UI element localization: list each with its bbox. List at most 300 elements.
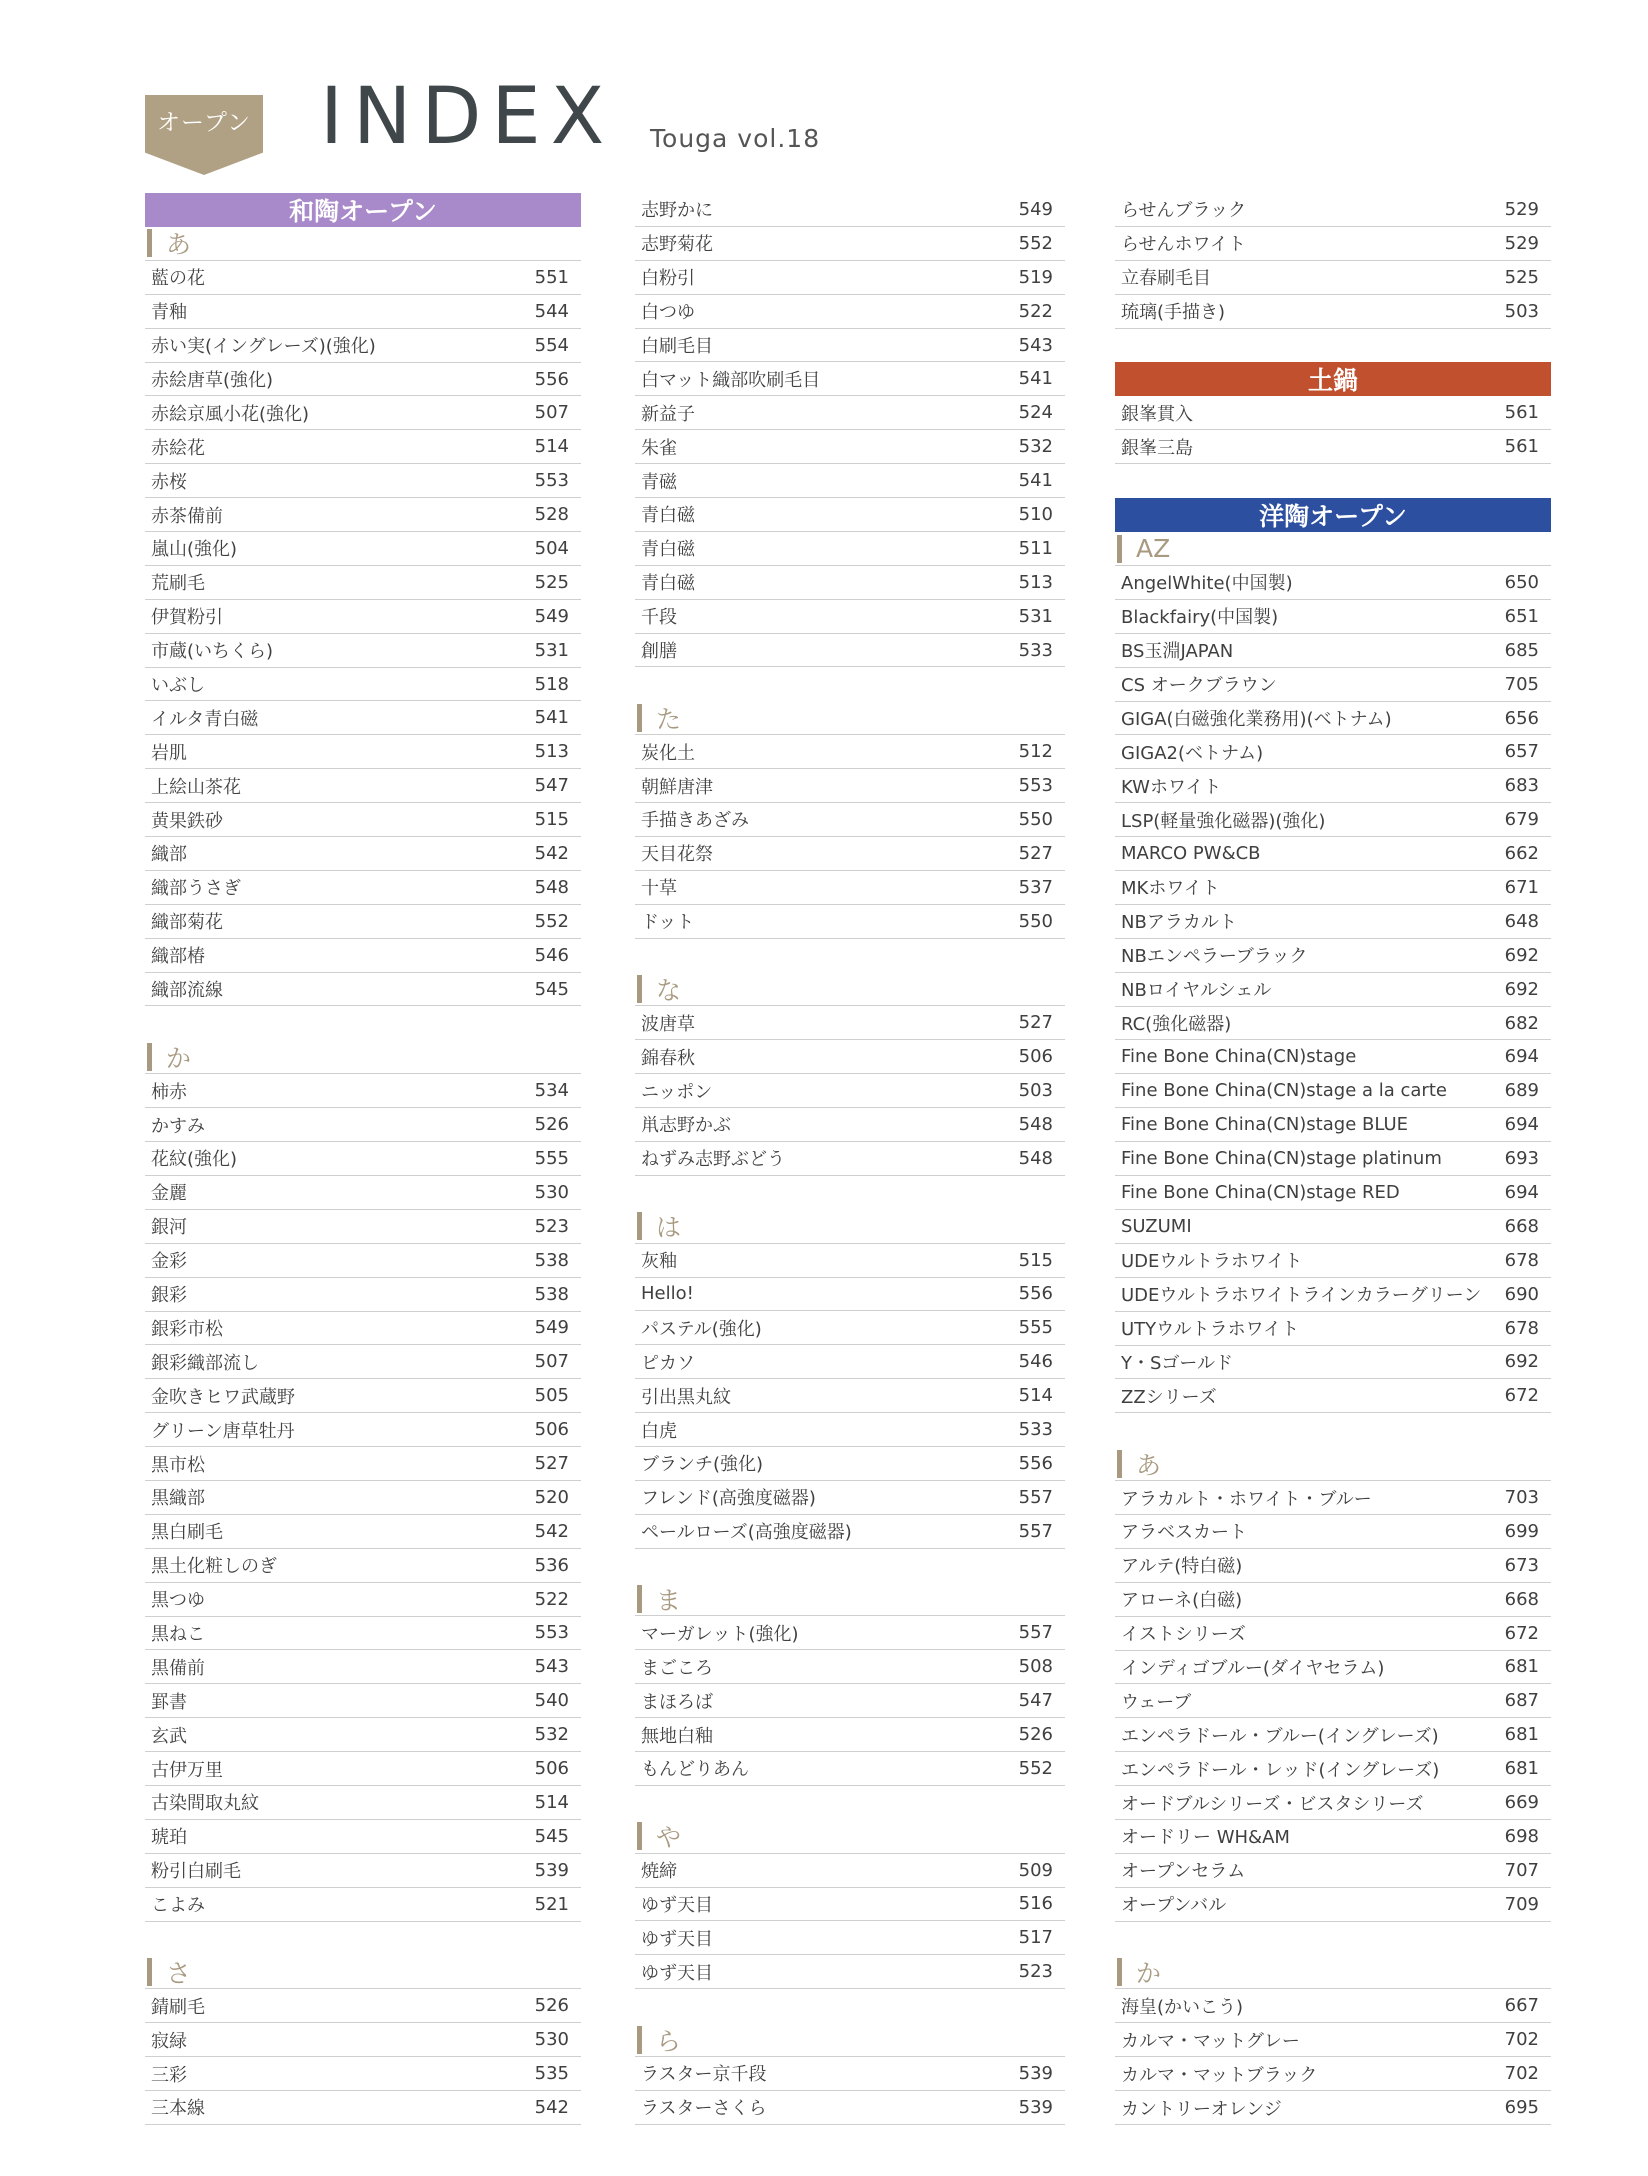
entry-name: オープンバル: [1121, 1895, 1227, 1917]
index-entry: [635, 1311, 1065, 1345]
entry-page: 514: [534, 1791, 569, 1813]
entry-name: 赤桜: [151, 471, 187, 493]
section-heading: [635, 1820, 1065, 1854]
index-entry: [1115, 566, 1551, 600]
entry-name: 織部菊花: [151, 912, 223, 934]
entry-name: GIGA(白磁強化業務用)(ベトナム): [1121, 709, 1392, 731]
entry-page: 536: [534, 1554, 569, 1576]
entry-page: 693: [1504, 1148, 1539, 1170]
section-marker: [1117, 1450, 1122, 1478]
index-entry: [145, 600, 581, 634]
entry-page: 513: [1018, 571, 1053, 593]
entry-page: 543: [1018, 334, 1053, 356]
index-entry: [145, 1684, 581, 1718]
entry-name: 引出黒丸紋: [641, 1386, 731, 1408]
entry-page: 557: [1018, 1486, 1053, 1508]
index-entry: [145, 1312, 581, 1346]
entry-page: 668: [1504, 1215, 1539, 1237]
section-heading: [145, 1040, 581, 1074]
entry-name: 粉引白刷毛: [151, 1861, 241, 1883]
entry-name: イストシリーズ: [1121, 1624, 1246, 1646]
entry-page: 702: [1504, 2029, 1539, 2051]
index-entry: [635, 1108, 1065, 1142]
entry-name: ゆず天目: [641, 1962, 713, 1984]
entry-page: 533: [1018, 639, 1053, 661]
entry-name: LSP(軽量強化磁器)(強化): [1121, 810, 1326, 832]
entry-page: 678: [1504, 1249, 1539, 1271]
entry-page: 705: [1504, 673, 1539, 695]
entry-page: 542: [534, 1520, 569, 1542]
entry-page: 553: [1018, 775, 1053, 797]
index-entry: [145, 1718, 581, 1752]
index-entry: [635, 1040, 1065, 1074]
entry-page: 522: [534, 1588, 569, 1610]
entry-name: ペールローズ(高強度磁器): [641, 1522, 852, 1544]
entry-page: 555: [1018, 1317, 1053, 1339]
entry-name: 志野菊花: [641, 234, 713, 256]
entry-page: 526: [1018, 1724, 1053, 1746]
index-entry: [635, 871, 1065, 905]
spacer: [635, 939, 1065, 973]
entry-page: 552: [534, 910, 569, 932]
entry-page: 503: [1018, 1080, 1053, 1102]
index-entry: [145, 1142, 581, 1176]
entry-page: 692: [1504, 1351, 1539, 1373]
index-entry: [635, 769, 1065, 803]
spacer: [1115, 1413, 1551, 1447]
entry-name: 銀河: [151, 1217, 187, 1239]
category-header: 洋陶オープン: [1115, 498, 1551, 532]
section-marker: [637, 704, 642, 732]
entry-name: 鼡志野かぶ: [641, 1115, 731, 1137]
entry-name: 荒刷毛: [151, 573, 205, 595]
entry-page: 672: [1504, 1622, 1539, 1644]
index-entry: [1115, 2023, 1551, 2057]
entry-page: 525: [1504, 266, 1539, 288]
entry-name: 白マット織部吹刷毛目: [641, 369, 821, 391]
entry-page: 535: [534, 2063, 569, 2085]
entry-page: 554: [534, 334, 569, 356]
entry-page: 561: [1504, 402, 1539, 424]
index-entry: [635, 1074, 1065, 1108]
index-entry: [145, 2091, 581, 2125]
entry-page: 671: [1504, 876, 1539, 898]
entry-page: 508: [1018, 1656, 1053, 1678]
index-entry: [145, 1210, 581, 1244]
entry-name: 錦春秋: [641, 1047, 695, 1069]
entry-name: UDEウルトラホワイトラインカラーグリーン: [1121, 1285, 1482, 1307]
entry-name: 焼締: [641, 1861, 677, 1883]
index-entry: [145, 1617, 581, 1651]
entry-name: 赤い実(イングレーズ)(強化): [151, 336, 376, 358]
entry-name: オープンセラム: [1121, 1861, 1246, 1883]
entry-page: 543: [534, 1656, 569, 1678]
index-entry: [635, 329, 1065, 363]
entry-name: 岩肌: [151, 742, 187, 764]
entry-name: 赤絵唐草(強化): [151, 370, 274, 391]
entry-page: 541: [534, 707, 569, 729]
entry-name: 玄武: [151, 1725, 187, 1747]
section-heading: [1115, 1956, 1551, 1990]
index-entry: [635, 1379, 1065, 1413]
index-entry: [1115, 1142, 1551, 1176]
entry-page: 507: [534, 1351, 569, 1373]
index-entry: [1115, 430, 1551, 464]
entry-page: 556: [1018, 1452, 1053, 1474]
entry-page: 672: [1504, 1385, 1539, 1407]
entry-name: AngelWhite(中国製): [1121, 573, 1293, 595]
entry-name: 花紋(強化): [151, 1149, 238, 1171]
entry-name: 創膳: [641, 641, 677, 663]
entry-name: 新益子: [641, 403, 695, 425]
index-entry: [1115, 1820, 1551, 1854]
entry-name: 黒ねこ: [151, 1623, 205, 1645]
index-column-1: [145, 193, 581, 2125]
entry-name: ニッポン: [641, 1081, 713, 1103]
entry-page: 695: [1504, 2097, 1539, 2119]
entry-page: 668: [1504, 1588, 1539, 1610]
entry-page: 515: [534, 809, 569, 831]
section-heading: [635, 972, 1065, 1006]
entry-name: Fine Bone China(CN)stage a la carte: [1121, 1080, 1447, 1102]
entry-page: 709: [1504, 1893, 1539, 1915]
index-entry: [145, 1447, 581, 1481]
index-entry: [145, 1820, 581, 1854]
entry-page: 681: [1504, 1724, 1539, 1746]
entry-name: 手描きあざみ: [641, 810, 749, 832]
category-header: 土鍋: [1115, 362, 1551, 396]
index-entry: [635, 634, 1065, 668]
spacer: [635, 1549, 1065, 1583]
entry-page: 546: [534, 944, 569, 966]
section-marker: [147, 1958, 152, 1986]
index-entry: [145, 1549, 581, 1583]
entry-page: 694: [1504, 1114, 1539, 1136]
spacer: [635, 1176, 1065, 1210]
index-entry: [145, 1752, 581, 1786]
index-entry: [635, 1447, 1065, 1481]
index-entry: [635, 498, 1065, 532]
index-entry: [145, 1278, 581, 1312]
index-entry: [635, 2057, 1065, 2091]
index-entry: [635, 1515, 1065, 1549]
entry-page: 529: [1504, 232, 1539, 254]
entry-page: 549: [534, 605, 569, 627]
entry-page: 538: [534, 1283, 569, 1305]
entry-name: 織部椿: [151, 946, 205, 968]
index-entry: [1115, 1481, 1551, 1515]
entry-name: ブランチ(強化): [641, 1454, 764, 1476]
index-entry: [635, 600, 1065, 634]
entry-page: 545: [534, 1825, 569, 1847]
entry-page: 532: [1018, 436, 1053, 458]
section-heading: [145, 227, 581, 261]
entry-name: 三彩: [151, 2064, 187, 2086]
entry-name: Fine Bone China(CN)stage platinum: [1121, 1148, 1442, 1170]
entry-page: 548: [534, 876, 569, 898]
entry-name: 金麗: [151, 1183, 187, 1205]
index-entry: [1115, 1040, 1551, 1074]
entry-page: 553: [534, 1622, 569, 1644]
section-heading: [635, 1583, 1065, 1617]
entry-name: 白粉引: [641, 268, 695, 290]
entry-name: 黒白刷毛: [151, 1522, 223, 1544]
entry-page: 679: [1504, 809, 1539, 831]
entry-name: 上絵山茶花: [151, 776, 241, 798]
entry-name: UDEウルトラホワイト: [1121, 1251, 1303, 1273]
entry-page: 526: [534, 1995, 569, 2017]
entry-name: 寂緑: [151, 2030, 187, 2052]
entry-page: 541: [1018, 470, 1053, 492]
index-entry: [1115, 871, 1551, 905]
entry-page: 648: [1504, 910, 1539, 932]
entry-page: 669: [1504, 1792, 1539, 1814]
entry-page: 694: [1504, 1046, 1539, 1068]
entry-name: カントリーオレンジ: [1121, 2098, 1282, 2120]
entry-name: 赤絵京風小花(強化): [151, 403, 310, 425]
index-entry: [1115, 668, 1551, 702]
entry-page: 505: [534, 1385, 569, 1407]
index-entry: [635, 430, 1065, 464]
section-heading: [1115, 1447, 1551, 1481]
entry-page: 512: [1018, 741, 1053, 763]
entry-page: 703: [1504, 1487, 1539, 1508]
entry-name: 織部: [151, 844, 187, 866]
index-entry: [635, 227, 1065, 261]
entry-name: 炭化土: [641, 742, 695, 764]
entry-page: 530: [534, 2029, 569, 2051]
entry-name: ゆず天目: [641, 1894, 713, 1916]
entry-name: 黒市松: [151, 1454, 205, 1476]
entry-page: 550: [1018, 808, 1053, 830]
spacer: [635, 1989, 1065, 2023]
index-entry: [145, 363, 581, 397]
spacer: [1115, 1922, 1551, 1956]
entry-name: 無地白釉: [641, 1725, 713, 1747]
index-entry: [635, 1718, 1065, 1752]
section-marker: [637, 1585, 642, 1613]
entry-page: 690: [1504, 1283, 1539, 1305]
entry-name: パステル(強化): [641, 1318, 762, 1340]
entry-name: 白つゆ: [641, 302, 695, 324]
entry-name: GIGA2(ベトナム): [1121, 742, 1264, 764]
index-entry: [1115, 905, 1551, 939]
entry-name: KWホワイト: [1121, 776, 1222, 798]
section-marker: [147, 1043, 152, 1071]
entry-name: Fine Bone China(CN)stage: [1121, 1046, 1357, 1068]
section-marker: [637, 1822, 642, 1850]
entry-name: こよみ: [151, 1895, 205, 1917]
index-entry: [1115, 2057, 1551, 2091]
entry-page: 707: [1504, 1859, 1539, 1881]
entry-name: ドット: [641, 912, 695, 934]
index-entry: [1115, 1244, 1551, 1278]
entry-name: 千段: [641, 607, 677, 629]
index-entry: [145, 1786, 581, 1820]
entry-page: 544: [534, 300, 569, 322]
entry-name: 銀峯三島: [1121, 437, 1193, 459]
entry-page: 521: [534, 1893, 569, 1915]
entry-name: 三本線: [151, 2098, 205, 2120]
index-entry: [145, 1074, 581, 1108]
entry-name: まごころ: [641, 1657, 713, 1679]
index-entry: [1115, 600, 1551, 634]
entry-page: 526: [534, 1114, 569, 1136]
entry-page: 557: [1018, 1622, 1053, 1644]
spacer: [635, 1786, 1065, 1820]
entry-page: 692: [1504, 978, 1539, 1000]
entry-page: 514: [534, 436, 569, 458]
index-entry: [635, 1650, 1065, 1684]
entry-name: アローネ(白磁): [1121, 1590, 1243, 1612]
entry-name: 朱雀: [641, 437, 677, 459]
entry-name: NBアラカルト: [1121, 912, 1237, 934]
index-entry: [635, 1413, 1065, 1447]
index-entry: [145, 803, 581, 837]
index-entry: [635, 1684, 1065, 1718]
entry-name: 伊賀粉引: [151, 607, 223, 629]
entry-page: 506: [534, 1419, 569, 1441]
entry-name: CS オークブラウン: [1121, 675, 1277, 697]
entry-page: 542: [534, 842, 569, 864]
entry-page: 689: [1504, 1080, 1539, 1102]
index-entry: [635, 532, 1065, 566]
entry-page: 547: [534, 775, 569, 797]
entry-page: 545: [534, 978, 569, 1000]
entry-page: 522: [1018, 300, 1053, 322]
entry-page: 702: [1504, 2063, 1539, 2085]
index-entry: [1115, 1718, 1551, 1752]
section-letter: か: [1136, 1958, 1162, 1988]
index-entry: [1115, 1515, 1551, 1549]
entry-name: 志野かに: [641, 200, 713, 222]
entry-page: 523: [1018, 1961, 1053, 1983]
index-entry: [1115, 1074, 1551, 1108]
entry-name: BS玉淵JAPAN: [1121, 641, 1234, 663]
entry-page: 524: [1018, 402, 1053, 424]
index-entry: [1115, 769, 1551, 803]
entry-page: 687: [1504, 1690, 1539, 1712]
section-marker: [1117, 1958, 1122, 1986]
entry-name: 銀彩: [151, 1285, 187, 1307]
section-marker: [637, 1212, 642, 1240]
index-entry: [145, 871, 581, 905]
index-entry: [1115, 1752, 1551, 1786]
entry-page: 537: [1018, 876, 1053, 898]
entry-name: イルタ青白磁: [151, 708, 259, 730]
entry-name: Y・Sゴールド: [1121, 1352, 1234, 1374]
index-column-3: [1115, 193, 1551, 2125]
index-entry: [1115, 1617, 1551, 1651]
entry-name: 朝鮮唐津: [641, 776, 713, 798]
section-letter: AZ: [1136, 534, 1171, 564]
index-entry: [145, 532, 581, 566]
entry-name: 錆刷毛: [151, 1996, 205, 2018]
entry-page: 546: [1018, 1351, 1053, 1373]
entry-page: 531: [1018, 605, 1053, 627]
entry-page: 698: [1504, 1825, 1539, 1847]
entry-name: ウェーブ: [1121, 1691, 1192, 1713]
index-entry: [1115, 1684, 1551, 1718]
entry-name: らせんブラック: [1121, 200, 1247, 222]
index-entry: [145, 1481, 581, 1515]
entry-page: 513: [534, 741, 569, 763]
entry-name: ゆず天目: [641, 1928, 713, 1950]
index-entry: [635, 396, 1065, 430]
entry-page: 506: [534, 1758, 569, 1780]
entry-page: 547: [1018, 1690, 1053, 1712]
index-entry: [1115, 735, 1551, 769]
entry-name: 黄果鉄砂: [151, 810, 223, 832]
entry-name: 銀彩織部流し: [151, 1352, 259, 1374]
entry-name: NBエンペラーブラック: [1121, 946, 1308, 968]
entry-name: グリーン唐草牡丹: [151, 1420, 295, 1442]
entry-page: 523: [534, 1215, 569, 1237]
index-entry: [145, 396, 581, 430]
entry-name: 金彩: [151, 1251, 187, 1273]
index-entry: [145, 973, 581, 1007]
section-letter: は: [656, 1213, 682, 1243]
index-entry: [1115, 1312, 1551, 1346]
entry-page: 678: [1504, 1317, 1539, 1339]
entry-page: 650: [1504, 571, 1539, 593]
index-column-2: [635, 193, 1065, 2125]
entry-name: エンペラドール・ブルー(イングレーズ): [1121, 1725, 1439, 1747]
entry-page: 548: [1018, 1147, 1053, 1169]
index-entry: [635, 735, 1065, 769]
entry-page: 557: [1018, 1520, 1053, 1542]
entry-page: 552: [1018, 1757, 1053, 1779]
index-entry: [145, 2057, 581, 2091]
index-entry: [1115, 1888, 1551, 1922]
entry-name: 海皇(かいこう): [1121, 1996, 1244, 2018]
entry-page: 525: [534, 571, 569, 593]
entry-page: 539: [1018, 2096, 1053, 2118]
index-entry: [145, 1854, 581, 1888]
entry-page: 531: [534, 639, 569, 661]
entry-name: 白刷毛目: [641, 336, 713, 357]
index-entry: [635, 193, 1065, 227]
entry-name: 罫書: [151, 1691, 187, 1713]
entry-page: 515: [1018, 1249, 1053, 1271]
section-marker: [637, 975, 642, 1003]
entry-page: 552: [1018, 232, 1053, 254]
entry-name: 青白磁: [641, 505, 695, 527]
index-entry: [635, 905, 1065, 939]
index-entry: [145, 1888, 581, 1922]
index-entry: [1115, 295, 1551, 329]
category-header: 和陶オープン: [145, 193, 581, 227]
entry-name: 琉璃(手描き): [1121, 302, 1226, 324]
entry-name: SUZUMI: [1121, 1215, 1192, 1237]
entry-page: 539: [1018, 2062, 1053, 2084]
entry-page: 549: [534, 1317, 569, 1339]
entry-name: まほろば: [641, 1691, 713, 1713]
section-heading: [145, 1955, 581, 1989]
spacer: [1115, 464, 1551, 498]
entry-name: カルマ・マットブラック: [1121, 2064, 1318, 2086]
entry-name: 立春刷毛目: [1121, 268, 1211, 290]
entry-page: 542: [534, 2096, 569, 2118]
section-letter: た: [656, 704, 682, 734]
entry-name: 銀彩市松: [151, 1318, 223, 1340]
index-entry: [635, 1244, 1065, 1278]
entry-page: 692: [1504, 944, 1539, 966]
index-entry: [145, 329, 581, 363]
index-entry: [145, 498, 581, 532]
entry-page: 561: [1504, 436, 1539, 458]
entry-page: 527: [1018, 842, 1053, 864]
